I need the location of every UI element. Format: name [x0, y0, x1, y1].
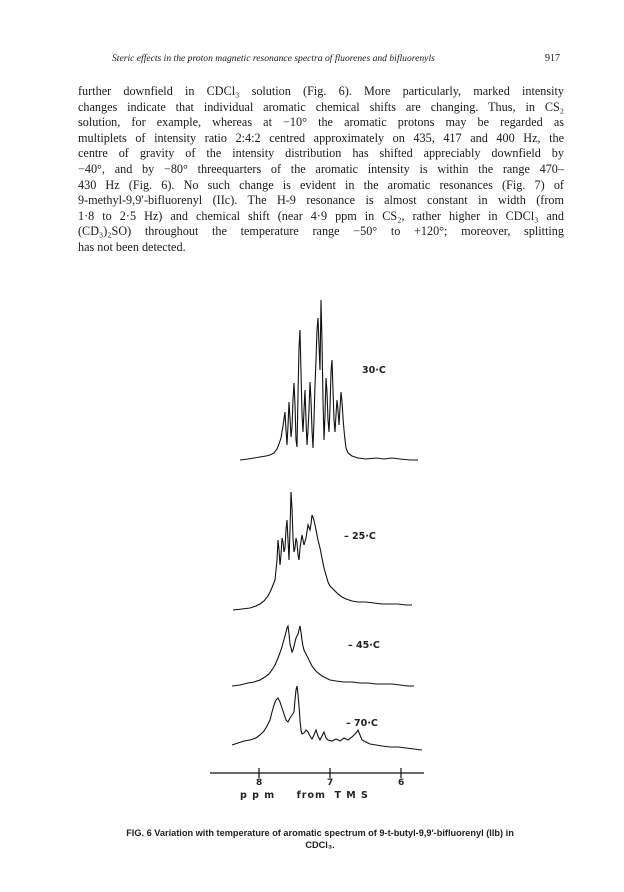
text-line: 430 Hz (Fig. 6). No such change is evident in the aromatic resonances (Fig. 7) of: [78, 177, 564, 192]
text-line: 9-methyl-9,9′-bifluorenyl (IIc). The H-9 resonance is almost constant in width (from: [78, 193, 564, 208]
caption-line: FIG. 6 Variation with temperature of aromatic spectrum of 9-t-butyl-9,9′-bifluorenyl (IIb) in: [126, 828, 514, 838]
spectrum-trace-minus45c: [232, 626, 414, 686]
axis-tick-label-6: 6: [398, 778, 405, 788]
text-line: 1·8 to 2·5 Hz) and chemical shift (near 4·9 ppm in CS₂, rather higher in CDCl₃ and: [78, 208, 564, 223]
text-line: centre of gravity of the intensity distribution has shifted appreciably downfield by: [78, 146, 564, 161]
caption-line: CDCl₃.: [305, 840, 335, 850]
temperature-label-minus45c: – 45·C: [348, 640, 380, 651]
temperature-label-minus70c: – 70·C: [346, 718, 378, 729]
axis-tick-label-8: 8: [256, 778, 263, 788]
page-number: 917: [545, 53, 560, 64]
spectrum-trace-minus70c: [232, 686, 422, 750]
text-line: −40°, and by −80° threequarters of the aromatic intensity is within the range 470–: [78, 161, 564, 176]
text-line: further downfield in CDCl₃ solution (Fig. 6). More particularly, marked intensity: [78, 84, 564, 98]
spectrum-trace-minus25c: [233, 492, 412, 610]
text-line: has not been detected.: [78, 239, 186, 254]
spectrum-trace-30c: [240, 300, 418, 460]
text-line: solution, for example, whereas at −10° the aromatic protons may be regarded as: [78, 115, 564, 130]
text-line: (CD₃)₂SO) throughout the temperature range −50° to +120°; moreover, splitting: [78, 224, 564, 239]
running-title: Steric effects in the proton magnetic resonance spectra of fluorenes and bifluorenyls: [112, 53, 435, 64]
figure-caption: [100, 827, 540, 851]
temperature-label-minus25c: – 25·C: [344, 531, 376, 542]
text-line: changes indicate that individual aromatic chemical shifts are changing. Thus, in CS₂: [78, 99, 564, 114]
axis-title: p p m from T M S: [240, 790, 369, 801]
text-line: multiplets of intensity ratio 2:4:2 centred approximately on 435, 417 and 400 Hz, the: [78, 130, 564, 145]
axis-tick-label-7: 7: [327, 778, 334, 788]
temperature-label-30c: 30·C: [362, 365, 386, 376]
